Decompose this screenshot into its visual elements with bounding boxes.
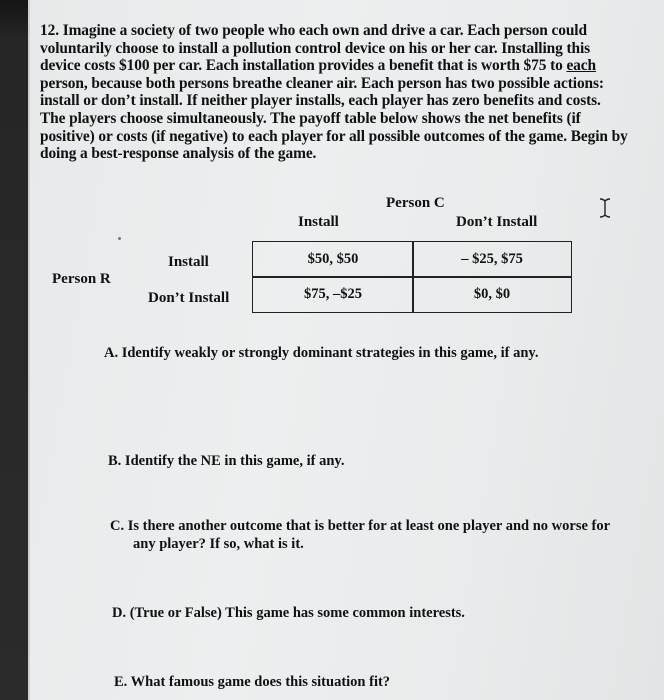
col-header-dont-install: Don’t Install bbox=[456, 214, 538, 230]
question-c-line2: any player? If so, what is it. bbox=[133, 536, 304, 552]
payoff-cell-dont-dont: $0, $0 bbox=[412, 276, 572, 313]
row-header-dont-install: Don’t Install bbox=[148, 290, 230, 306]
text-cursor-icon bbox=[598, 198, 612, 218]
problem-number: 12. bbox=[40, 22, 59, 39]
col-header-install: Install bbox=[298, 214, 339, 230]
question-e: E. What famous game does this situation fit? bbox=[114, 674, 391, 690]
question-a: A. Identify weakly or strongly dominant strategies in this game, if any. bbox=[104, 345, 539, 361]
payoff-cell-install-install: $50, $50 bbox=[252, 241, 414, 278]
underlined-word: each bbox=[566, 57, 596, 75]
payoff-cell-install-dont: – $25, $75 bbox=[412, 241, 572, 278]
question-b: B. Identify the NE in this game, if any. bbox=[108, 453, 345, 469]
question-d: D. (True or False) This game has some common interests. bbox=[112, 605, 465, 621]
row-player-label: Person R bbox=[52, 271, 111, 287]
column-player-label: Person C bbox=[386, 195, 445, 211]
pen-mark bbox=[118, 237, 121, 240]
payoff-cell-dont-install: $75, –$25 bbox=[252, 276, 414, 313]
question-c-line1: C. Is there another outcome that is better for at least one player and no worse for bbox=[110, 518, 611, 534]
problem-statement bbox=[40, 22, 628, 163]
row-header-install: Install bbox=[168, 254, 209, 270]
problem-text-2: person, because both persons breathe cleaner air. Each person has two possible actions: install or don’t install. If neither player installs, each player has zero benefits and costs. The players choose simultaneously. The payoff table below shows the net benefits (if positive) or costs (if negative) to each player for all possible outcomes of the game. Begin by doing a best-response analysis of the game. bbox=[40, 74, 628, 163]
problem-text-1: Imagine a society of two people who each own and drive a car. Each person could voluntarily choose to install a pollution control device on his or her car. Installing this device costs $100 per car. Each installation provides a benefit that is worth $75 to bbox=[40, 22, 591, 75]
